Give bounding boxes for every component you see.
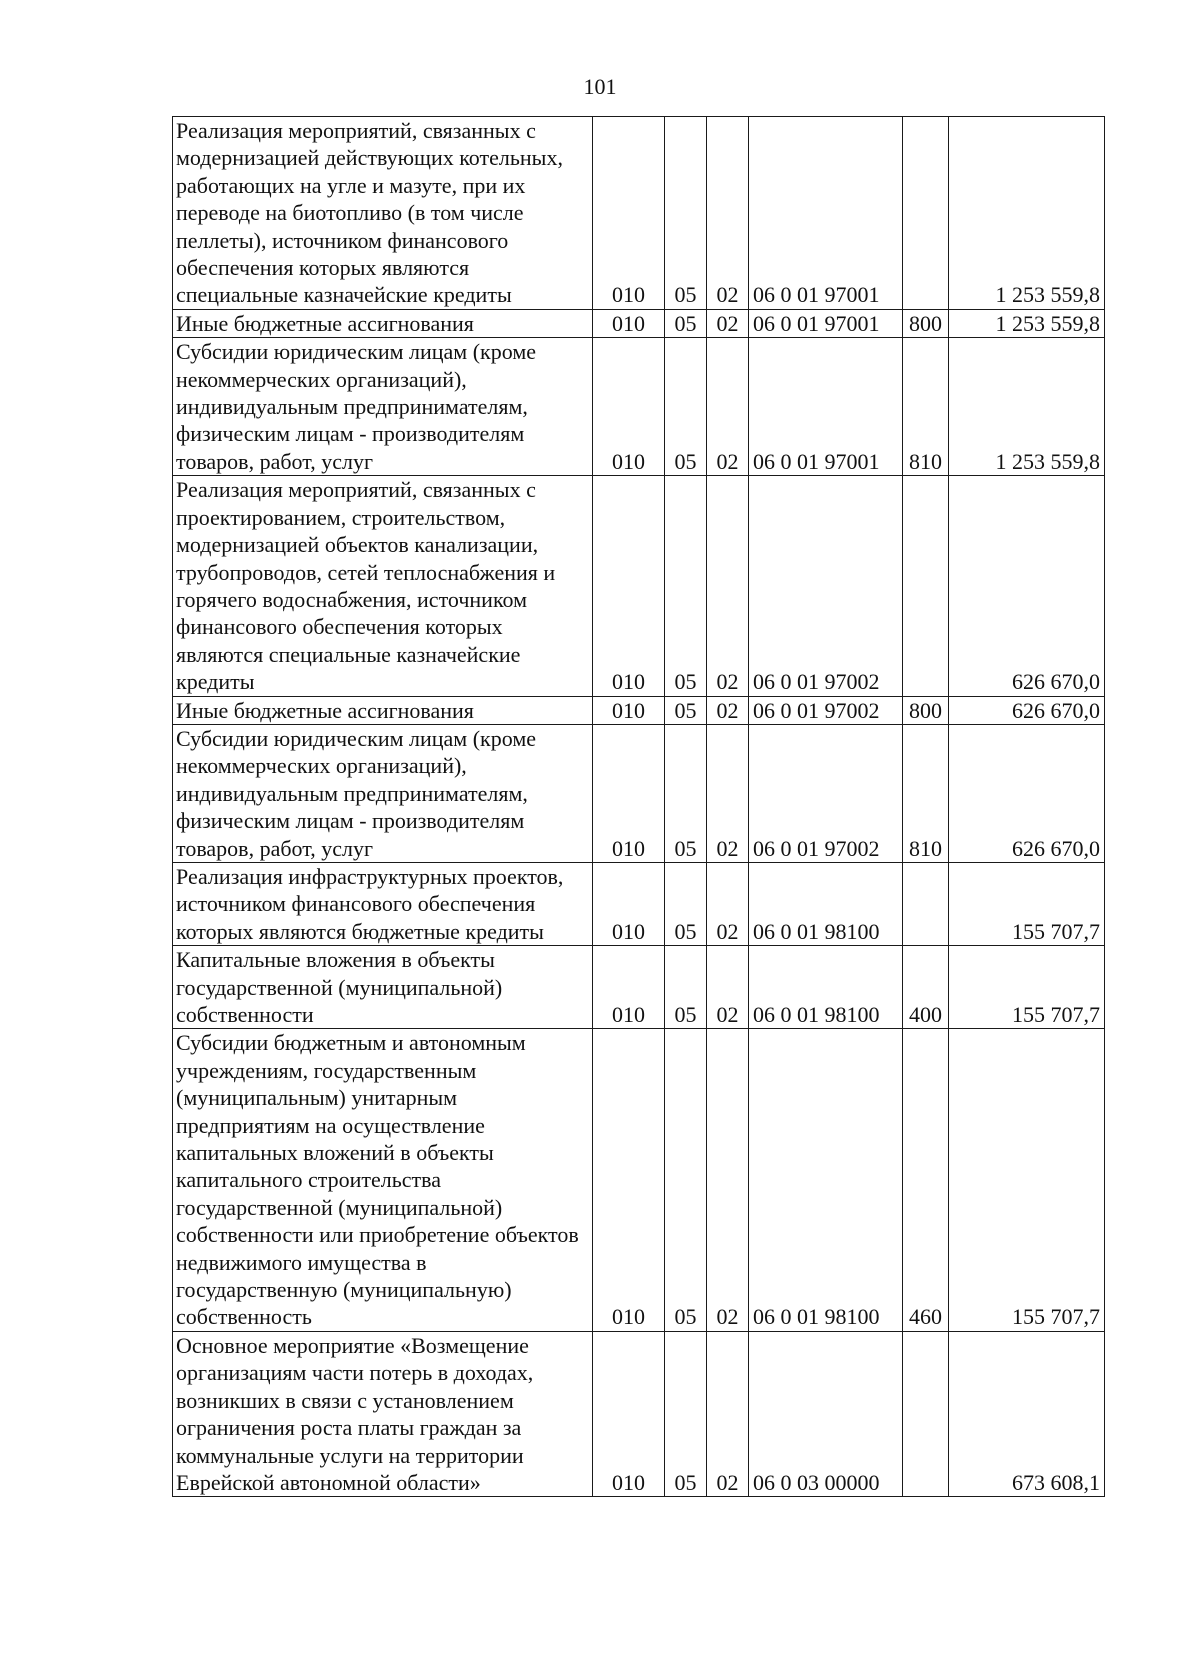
budget-table [172, 116, 1105, 1497]
expense-type-code: 810 [903, 724, 949, 862]
expense-type-code [903, 117, 949, 310]
amount: 1 253 559,8 [949, 338, 1105, 476]
subsection-code: 02 [707, 696, 749, 724]
admin-code: 010 [593, 862, 665, 945]
section-code: 05 [665, 862, 707, 945]
item-name: Субсидии бюджетным и автономным учреждениям, государственным (муниципальным) унитарным предприятиям на осуществление капитальных вложений в объекты капитального строительства государственной (муниципальной) собственности или приобретение объектов недвижимого имущества в государственную (муниципальную) собственность [173, 1029, 593, 1331]
table-row [173, 476, 1105, 696]
section-code: 05 [665, 476, 707, 696]
expense-type-code: 800 [903, 696, 949, 724]
admin-code: 010 [593, 1029, 665, 1331]
item-name: Капитальные вложения в объекты государственной (муниципальной) собственности [173, 946, 593, 1029]
table-row [173, 696, 1105, 724]
target-article-code: 06 0 01 97002 [749, 696, 903, 724]
expense-type-code: 400 [903, 946, 949, 1029]
expense-type-code [903, 862, 949, 945]
target-article-code: 06 0 01 98100 [749, 1029, 903, 1331]
item-name: Субсидии юридическим лицам (кроме некоммерческих организаций), индивидуальным предпринимателям, физическим лицам - производителям товаров, работ, услуг [173, 338, 593, 476]
amount: 1 253 559,8 [949, 309, 1105, 337]
page-number: 101 [583, 74, 617, 99]
target-article-code: 06 0 01 97001 [749, 338, 903, 476]
subsection-code: 02 [707, 946, 749, 1029]
section-code: 05 [665, 338, 707, 476]
amount: 626 670,0 [949, 476, 1105, 696]
expense-type-code: 810 [903, 338, 949, 476]
subsection-code: 02 [707, 1029, 749, 1331]
amount: 626 670,0 [949, 696, 1105, 724]
subsection-code: 02 [707, 338, 749, 476]
section-code: 05 [665, 724, 707, 862]
subsection-code: 02 [707, 724, 749, 862]
section-code: 05 [665, 946, 707, 1029]
table-row [173, 862, 1105, 945]
table-row [173, 338, 1105, 476]
section-code: 05 [665, 309, 707, 337]
admin-code: 010 [593, 309, 665, 337]
amount: 673 608,1 [949, 1331, 1105, 1496]
admin-code: 010 [593, 476, 665, 696]
subsection-code: 02 [707, 117, 749, 310]
table-row [173, 1029, 1105, 1331]
amount: 155 707,7 [949, 946, 1105, 1029]
subsection-code: 02 [707, 476, 749, 696]
amount: 1 253 559,8 [949, 117, 1105, 310]
target-article-code: 06 0 01 97002 [749, 724, 903, 862]
expense-type-code [903, 1331, 949, 1496]
expense-type-code [903, 476, 949, 696]
item-name: Иные бюджетные ассигнования [173, 309, 593, 337]
item-name: Субсидии юридическим лицам (кроме некоммерческих организаций), индивидуальным предпринимателям, физическим лицам - производителям товаров, работ, услуг [173, 724, 593, 862]
target-article-code: 06 0 01 97002 [749, 476, 903, 696]
admin-code: 010 [593, 1331, 665, 1496]
section-code: 05 [665, 117, 707, 310]
amount: 155 707,7 [949, 1029, 1105, 1331]
table-row [173, 309, 1105, 337]
admin-code: 010 [593, 724, 665, 862]
item-name: Реализация мероприятий, связанных с проектированием, строительством, модернизацией объектов канализации, трубопроводов, сетей теплоснабжения и горячего водоснабжения, источником финансового обеспечения которых являются специальные казначейские кредиты [173, 476, 593, 696]
budget-table-body [173, 117, 1105, 1497]
subsection-code: 02 [707, 862, 749, 945]
target-article-code: 06 0 01 97001 [749, 309, 903, 337]
section-code: 05 [665, 1331, 707, 1496]
item-name: Иные бюджетные ассигнования [173, 696, 593, 724]
section-code: 05 [665, 696, 707, 724]
expense-type-code: 800 [903, 309, 949, 337]
target-article-code: 06 0 01 98100 [749, 946, 903, 1029]
item-name: Основное мероприятие «Возмещение организациям части потерь в доходах, возникших в связи с установлением ограничения роста платы граждан за коммунальные услуги на территории Еврейской автономной области» [173, 1331, 593, 1496]
target-article-code: 06 0 01 97001 [749, 117, 903, 310]
item-name: Реализация мероприятий, связанных с модернизацией действующих котельных, работающих на угле и мазуте, при их переводе на биотопливо (в том числе пеллеты), источником финансового обеспечения которых являются специальные казначейские кредиты [173, 117, 593, 310]
target-article-code: 06 0 03 00000 [749, 1331, 903, 1496]
amount: 626 670,0 [949, 724, 1105, 862]
subsection-code: 02 [707, 309, 749, 337]
admin-code: 010 [593, 338, 665, 476]
table-row [173, 117, 1105, 310]
admin-code: 010 [593, 696, 665, 724]
admin-code: 010 [593, 117, 665, 310]
item-name: Реализация инфраструктурных проектов, источником финансового обеспечения которых являются бюджетные кредиты [173, 862, 593, 945]
section-code: 05 [665, 1029, 707, 1331]
expense-type-code: 460 [903, 1029, 949, 1331]
table-row [173, 946, 1105, 1029]
table-row [173, 1331, 1105, 1496]
target-article-code: 06 0 01 98100 [749, 862, 903, 945]
amount: 155 707,7 [949, 862, 1105, 945]
admin-code: 010 [593, 946, 665, 1029]
subsection-code: 02 [707, 1331, 749, 1496]
table-row [173, 724, 1105, 862]
